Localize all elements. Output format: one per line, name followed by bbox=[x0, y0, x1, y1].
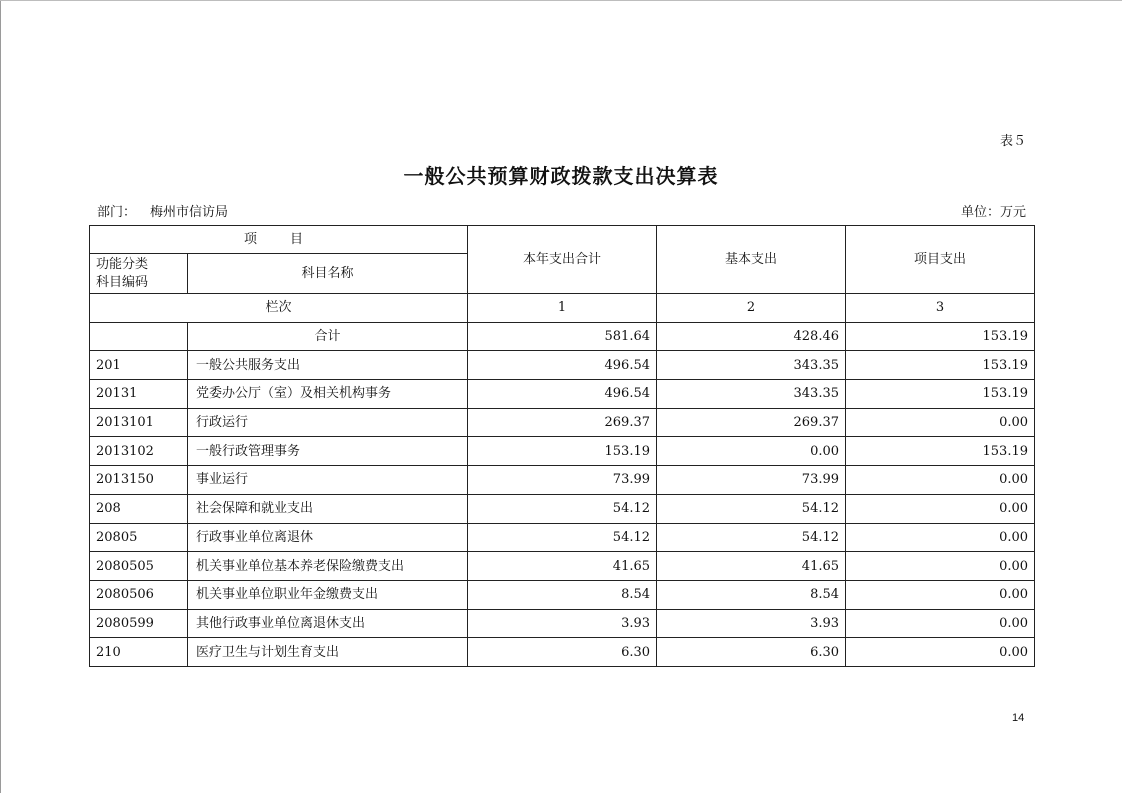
row-project: 0.00 bbox=[846, 609, 1035, 638]
row-name: 其他行政事业单位离退休支出 bbox=[188, 609, 468, 638]
row-total: 581.64 bbox=[468, 322, 657, 351]
page-number: 14 bbox=[1012, 712, 1025, 724]
row-total: 8.54 bbox=[468, 580, 657, 609]
header-code-line2: 科目编码 bbox=[96, 274, 149, 290]
row-basic: 428.46 bbox=[657, 322, 846, 351]
row-name: 行政事业单位离退休 bbox=[188, 523, 468, 552]
department-value: 梅州市信访局 bbox=[150, 205, 229, 220]
table-code: 表５ bbox=[999, 134, 1026, 149]
row-project: 0.00 bbox=[846, 466, 1035, 495]
table-row bbox=[90, 466, 1035, 495]
table-row bbox=[90, 494, 1035, 523]
table-row bbox=[90, 580, 1035, 609]
row-total: 73.99 bbox=[468, 466, 657, 495]
row-code: 2080506 bbox=[90, 580, 188, 609]
department-label: 部门： bbox=[97, 205, 137, 220]
row-project: 0.00 bbox=[846, 494, 1035, 523]
row-name: 医疗卫生与计划生育支出 bbox=[188, 638, 468, 667]
row-total: 153.19 bbox=[468, 437, 657, 466]
row-total: 54.12 bbox=[468, 523, 657, 552]
header-item: 项 目 bbox=[90, 226, 468, 254]
row-basic: 0.00 bbox=[657, 437, 846, 466]
header-code bbox=[90, 254, 188, 294]
row-basic: 343.35 bbox=[657, 380, 846, 409]
row-name: 一般公共服务支出 bbox=[188, 351, 468, 380]
header-project: 项目支出 bbox=[846, 226, 1035, 294]
row-project: 0.00 bbox=[846, 552, 1035, 581]
row-code: 20131 bbox=[90, 380, 188, 409]
row-total: 496.54 bbox=[468, 351, 657, 380]
row-basic: 41.65 bbox=[657, 552, 846, 581]
row-code: 210 bbox=[90, 638, 188, 667]
row-name: 一般行政管理事务 bbox=[188, 437, 468, 466]
row-code bbox=[90, 322, 188, 351]
document-title: 一般公共预算财政拨款支出决算表 bbox=[403, 164, 719, 188]
row-basic: 343.35 bbox=[657, 351, 846, 380]
row-project: 0.00 bbox=[846, 408, 1035, 437]
rank-label: 栏次 bbox=[90, 294, 468, 323]
table-row bbox=[90, 408, 1035, 437]
row-total: 269.37 bbox=[468, 408, 657, 437]
row-project: 153.19 bbox=[846, 322, 1035, 351]
row-basic: 54.12 bbox=[657, 494, 846, 523]
row-project: 153.19 bbox=[846, 380, 1035, 409]
table-row bbox=[90, 380, 1035, 409]
rank-project: 3 bbox=[846, 294, 1035, 323]
row-name: 社会保障和就业支出 bbox=[188, 494, 468, 523]
page-edge-top bbox=[0, 0, 1122, 1]
table-row bbox=[90, 351, 1035, 380]
table-row bbox=[90, 609, 1035, 638]
row-code: 208 bbox=[90, 494, 188, 523]
row-code: 2080599 bbox=[90, 609, 188, 638]
row-code: 2013101 bbox=[90, 408, 188, 437]
row-project: 0.00 bbox=[846, 523, 1035, 552]
rank-basic: 2 bbox=[657, 294, 846, 323]
row-name: 事业运行 bbox=[188, 466, 468, 495]
page-edge-left bbox=[0, 0, 1, 793]
unit-label: 单位：万元 bbox=[960, 205, 1026, 220]
row-total: 496.54 bbox=[468, 380, 657, 409]
table-row-total bbox=[90, 322, 1035, 351]
row-basic: 54.12 bbox=[657, 523, 846, 552]
row-project: 0.00 bbox=[846, 638, 1035, 667]
table-row bbox=[90, 638, 1035, 667]
row-project: 153.19 bbox=[846, 351, 1035, 380]
row-total: 3.93 bbox=[468, 609, 657, 638]
header-name: 科目名称 bbox=[188, 254, 468, 294]
row-project: 153.19 bbox=[846, 437, 1035, 466]
row-code: 2013150 bbox=[90, 466, 188, 495]
department-line bbox=[97, 201, 228, 220]
expenditure-table bbox=[89, 225, 1035, 667]
row-name: 机关事业单位基本养老保险缴费支出 bbox=[188, 552, 468, 581]
header-total: 本年支出合计 bbox=[468, 226, 657, 294]
row-name: 党委办公厅（室）及相关机构事务 bbox=[188, 380, 468, 409]
row-name: 行政运行 bbox=[188, 408, 468, 437]
row-basic: 6.30 bbox=[657, 638, 846, 667]
table-row bbox=[90, 437, 1035, 466]
row-basic: 73.99 bbox=[657, 466, 846, 495]
header-code-line1: 功能分类 bbox=[96, 256, 149, 272]
rank-total: 1 bbox=[468, 294, 657, 323]
row-code: 2080505 bbox=[90, 552, 188, 581]
header-basic: 基本支出 bbox=[657, 226, 846, 294]
row-code: 2013102 bbox=[90, 437, 188, 466]
row-basic: 8.54 bbox=[657, 580, 846, 609]
row-code: 20805 bbox=[90, 523, 188, 552]
row-name: 合计 bbox=[188, 322, 468, 351]
row-project: 0.00 bbox=[846, 580, 1035, 609]
row-code: 201 bbox=[90, 351, 188, 380]
row-basic: 269.37 bbox=[657, 408, 846, 437]
table-row bbox=[90, 523, 1035, 552]
row-total: 41.65 bbox=[468, 552, 657, 581]
table-row bbox=[90, 552, 1035, 581]
row-total: 6.30 bbox=[468, 638, 657, 667]
row-name: 机关事业单位职业年金缴费支出 bbox=[188, 580, 468, 609]
row-basic: 3.93 bbox=[657, 609, 846, 638]
row-total: 54.12 bbox=[468, 494, 657, 523]
